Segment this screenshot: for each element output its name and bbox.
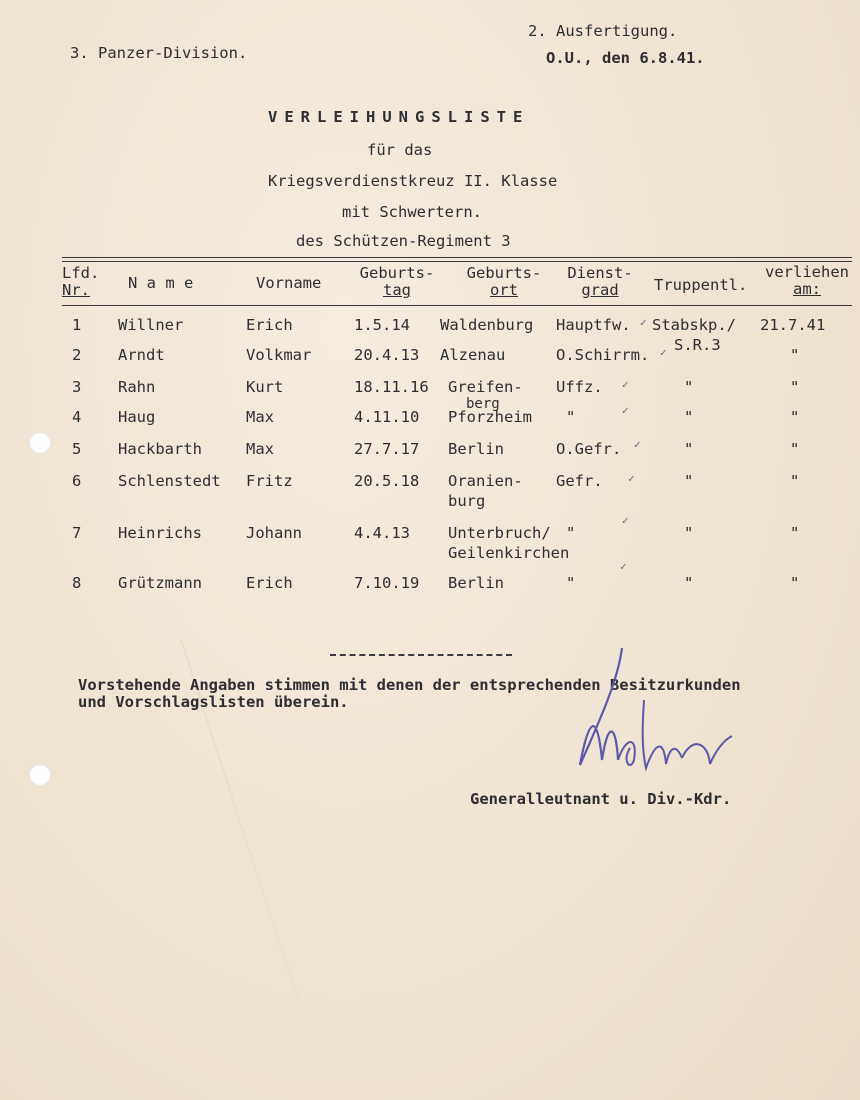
col-header-name: N a m e [128, 274, 194, 292]
row-2-name: Arndt [118, 346, 165, 364]
row-6-dienstgrad: Gefr. [556, 472, 603, 490]
row-3-vorname: Kurt [246, 378, 284, 396]
pencil-check-mark-icon: ✓ [622, 378, 629, 391]
row-2-truppenteil: S.R.3 [674, 336, 721, 354]
signature-title: Generalleutnant u. Div.-Kdr. [470, 790, 732, 808]
pencil-check-mark-icon: ✓ [622, 514, 629, 527]
table-header-rule [62, 305, 852, 306]
row-4-geburtsort: Pforzheim [448, 408, 532, 426]
table-top-rule [62, 257, 852, 262]
row-7-dienstgrad: " [566, 524, 576, 542]
row-5-dienstgrad: O.Gefr. [556, 440, 622, 458]
pencil-check-mark-icon: ✓ [620, 560, 627, 573]
row-4-nr: 4 [72, 408, 82, 426]
pencil-check-mark-icon: ✓ [628, 472, 635, 485]
row-7-vorname: Johann [246, 524, 302, 542]
row-7-truppenteil: " [684, 524, 694, 542]
col-header-lfd: Lfd. Nr. [62, 264, 100, 299]
row-4-truppenteil: " [684, 408, 694, 426]
row-7-geburtstag: 4.4.13 [354, 524, 410, 542]
row-4-name: Haug [118, 408, 156, 426]
row-3-geburtstag: 18.11.16 [354, 378, 429, 396]
row-7-verliehen: " [790, 524, 800, 542]
row-2-dienstgrad: O.Schirrm. [556, 346, 650, 364]
row-3-dienstgrad: Uffz. [556, 378, 603, 396]
pencil-check-mark-icon: ✓ [634, 438, 641, 451]
col-header-verliehen: verliehen am: [765, 263, 849, 298]
copy-label: 2. Ausfertigung. [528, 22, 678, 40]
row-5-geburtsort: Berlin [448, 440, 504, 458]
col-header-vorname: Vorname [256, 274, 322, 292]
row-4-geburtstag: 4.11.10 [354, 408, 420, 426]
statement-line-1: Vorstehende Angaben stimmen mit denen der entsprechenden Besitzurkunden [78, 676, 741, 694]
row-4-dienstgrad: " [566, 408, 576, 426]
pencil-check-mark-icon: ✓ [640, 316, 647, 329]
row-1-name: Willner [118, 316, 184, 334]
row-2-geburtstag: 20.4.13 [354, 346, 420, 364]
row-6-truppenteil: " [684, 472, 694, 490]
document-title: VERLEIHUNGSLISTE [268, 108, 530, 126]
row-8-geburtsort: Berlin [448, 574, 504, 592]
col-header-truppenteil: Truppentl. [654, 276, 748, 294]
row-8-vorname: Erich [246, 574, 293, 592]
col-header-geburtsort: Geburts- ort [466, 264, 542, 299]
dashed-separator [330, 654, 512, 656]
row-1-geburtstag: 1.5.14 [354, 316, 410, 334]
row-6-verliehen: " [790, 472, 800, 490]
pencil-check-mark-icon: ✓ [660, 346, 667, 359]
title-line-2: für das [367, 141, 433, 159]
punch-hole-lower [29, 764, 51, 786]
title-line-4: mit Schwertern. [342, 203, 482, 221]
col-header-geburtstag: Geburts- tag [359, 264, 435, 299]
row-6-name: Schlenstedt [118, 472, 221, 490]
row-1-nr: 1 [72, 316, 82, 334]
row-5-nr: 5 [72, 440, 82, 458]
row-6-nr: 6 [72, 472, 82, 490]
handwritten-signature [560, 640, 760, 790]
row-3-geburtsort-cont: berg [466, 396, 500, 412]
row-8-name: Grützmann [118, 574, 202, 592]
row-7-nr: 7 [72, 524, 82, 542]
row-3-truppenteil: " [684, 378, 694, 396]
row-5-truppenteil: " [684, 440, 694, 458]
row-8-verliehen: " [790, 574, 800, 592]
title-line-3: Kriegsverdienstkreuz II. Klasse [268, 172, 558, 190]
row-8-truppenteil: " [684, 574, 694, 592]
row-1-geburtsort: Waldenburg [440, 316, 534, 334]
row-2-vorname: Volkmar [246, 346, 312, 364]
row-5-vorname: Max [246, 440, 274, 458]
row-2-verliehen: " [790, 346, 800, 364]
row-7-geburtsort-cont: Geilenkirchen [448, 544, 570, 562]
row-4-vorname: Max [246, 408, 274, 426]
row-1-truppenteil: Stabskp./ [652, 316, 736, 334]
row-3-verliehen: " [790, 378, 800, 396]
pencil-check-mark-icon: ✓ [622, 404, 629, 417]
row-5-geburtstag: 27.7.17 [354, 440, 420, 458]
row-7-name: Heinrichs [118, 524, 202, 542]
col-header-dienstgrad: Dienst- grad [567, 264, 633, 299]
title-line-5: des Schützen-Regiment 3 [296, 232, 511, 250]
statement-line-2: und Vorschlagslisten überein. [78, 693, 349, 711]
row-2-geburtsort: Alzenau [440, 346, 506, 364]
row-5-name: Hackbarth [118, 440, 202, 458]
row-1-dienstgrad: Hauptfw. [556, 316, 631, 334]
row-8-dienstgrad: " [566, 574, 576, 592]
punch-hole-upper [29, 432, 51, 454]
division-name: 3. Panzer-Division. [70, 44, 248, 62]
row-4-verliehen: " [790, 408, 800, 426]
row-3-geburtsort: Greifen- [448, 378, 523, 396]
row-6-vorname: Fritz [246, 472, 293, 490]
row-6-geburtsort: Oranien- [448, 472, 523, 490]
row-6-geburtstag: 20.5.18 [354, 472, 420, 490]
row-2-nr: 2 [72, 346, 82, 364]
row-1-vorname: Erich [246, 316, 293, 334]
row-5-verliehen: " [790, 440, 800, 458]
row-3-nr: 3 [72, 378, 82, 396]
row-8-nr: 8 [72, 574, 82, 592]
row-3-name: Rahn [118, 378, 156, 396]
row-6-geburtsort-cont: burg [448, 492, 486, 510]
row-8-geburtstag: 7.10.19 [354, 574, 420, 592]
row-1-verliehen: 21.7.41 [760, 316, 826, 334]
row-7-geburtsort: Unterbruch/ [448, 524, 551, 542]
place-date: O.U., den 6.8.41. [546, 49, 705, 67]
